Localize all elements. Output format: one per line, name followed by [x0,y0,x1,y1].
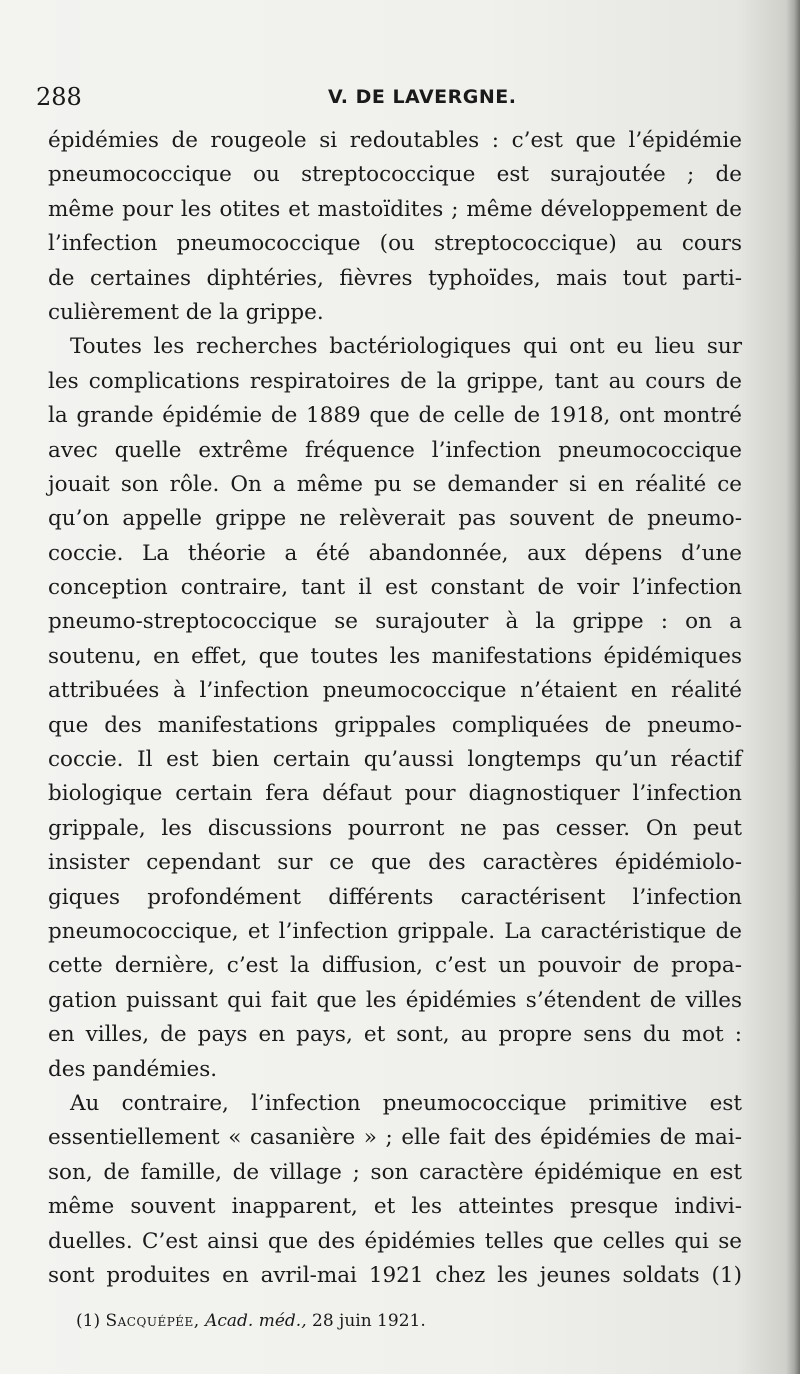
paragraph-first-line: Toutes les recherches bactériologiques qui ont eu lieu sur [70,334,742,360]
text-line: sont produites en avril-mai 1921 chez les jeunes soldats (1) [48,1262,742,1288]
footnote [76,1306,426,1336]
running-head: V. DE LAVERGNE. [328,86,517,108]
paragraph-first-line: Au contraire, l’infection pneumococcique primitive est [70,1090,742,1116]
text-line: que des manifestations grippales compliquées de pneumo- [48,712,742,738]
text-line: conception contraire, tant il est constant de voir l’infection [48,575,742,601]
text-line: coccie. La théorie a été abandonnée, aux dépens d’une [48,540,742,566]
text-line: coccie. Il est bien certain qu’aussi longtemps qu’un réactif [48,747,742,773]
text-line: les complications respiratoires de la grippe, tant au cours de [48,368,742,394]
page-edge-shadow [786,0,800,1374]
text-line: jouait son rôle. On a même pu se demander si en réalité ce [48,471,742,497]
text-line: giques profondément différents caractérisent l’infection [48,884,742,910]
footnote-date: 28 juin 1921. [312,1311,426,1331]
text-line: grippale, les discussions pourront ne pas cesser. On peut [48,815,742,841]
text-line: même pour les otites et mastoïdites ; même développement de [48,196,742,222]
page-number: 288 [36,83,82,111]
text-line: pneumococcique ou streptococcique est surajoutée ; de [48,162,742,188]
text-line: des pandémies. [48,1056,218,1082]
text-line: soutenu, en effet, que toutes les manifestations épidémiques [48,643,742,669]
text-line: culièrement de la grippe. [48,299,324,325]
footnote-marker: (1) [76,1311,101,1331]
text-line: même souvent inapparent, et les atteintes presque indivi- [48,1194,742,1220]
text-line: cette dernière, c’est la diffusion, c’est un pouvoir de propa- [48,953,742,979]
text-line: épidémies de rougeole si redoutables : c’est que l’épidémie [48,128,742,153]
text-line: duelles. C’est ainsi que des épidémies telles que celles qui se [48,1228,742,1254]
text-line: insister cependant sur ce que des caractères épidémiolo- [48,850,742,876]
text-line: en villes, de pays en pays, et sont, au propre sens du mot : [48,1022,742,1048]
text-line: l’infection pneumococcique (ou streptococcique) au cours [48,231,742,257]
footnote-author: Sacquépée, [105,1311,200,1331]
text-line: avec quelle extrême fréquence l’infection pneumococcique [48,437,742,463]
text-line: la grande épidémie de 1889 que de celle de 1918, ont montré [48,403,742,429]
text-line: gation puissant qui fait que les épidémies s’étendent de villes [48,987,742,1013]
text-line: son, de famille, de village ; son caractère épidémique en est [48,1159,742,1185]
text-line: qu’on appelle grippe ne relèverait pas souvent de pneumo- [48,506,742,532]
footnote-journal: Acad. méd., [205,1311,307,1331]
text-line: attribuées à l’infection pneumococcique n’étaient en réalité [48,678,742,704]
body-text [48,124,742,1293]
page-header [36,80,756,114]
text-line: pneumococcique, et l’infection grippale. La caractéristique de [48,918,742,944]
text-line: pneumo-streptococcique se surajouter à la grippe : on a [48,609,742,635]
text-line: de certaines diphtéries, fièvres typhoïdes, mais tout parti- [48,265,742,291]
text-line: essentiellement « casanière » ; elle fait des épidémies de mai- [48,1125,742,1151]
text-line: biologique certain fera défaut pour diagnostiquer l’infection [48,781,742,807]
